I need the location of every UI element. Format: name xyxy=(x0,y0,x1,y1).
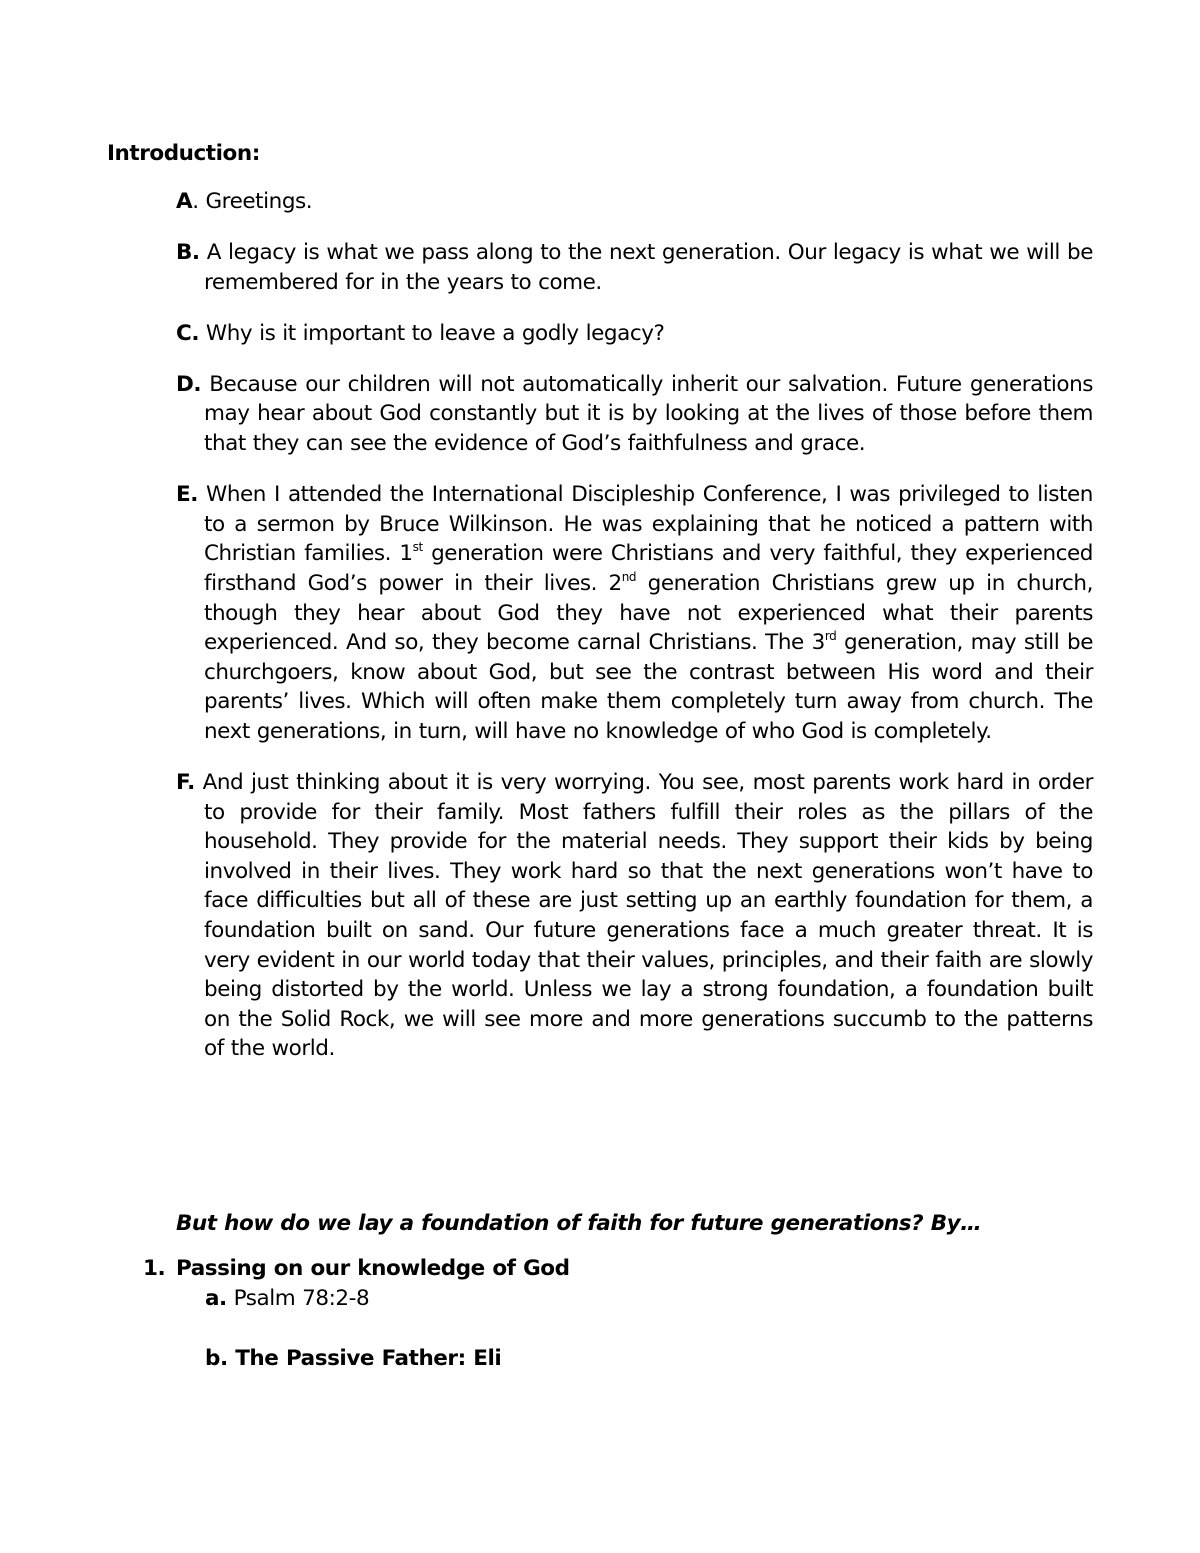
subpoint-text: Psalm 78:2-8 xyxy=(226,1286,370,1311)
intro-item-c xyxy=(176,319,1093,349)
main-point-1 xyxy=(143,1256,570,1281)
intro-item-f xyxy=(176,768,1093,1064)
item-letter: E. xyxy=(176,482,198,508)
item-letter: F. xyxy=(176,770,195,795)
item-letter: B. xyxy=(176,240,200,266)
intro-heading: Introduction: xyxy=(107,141,260,166)
intro-item-b xyxy=(176,238,1093,297)
item-text: When I attended the International Discipleship Conference, I was privileged to listen to a sermon by Bruce Wilkinson. He was explaining that he noticed a pattern with Christian families. 1 xyxy=(197,482,1093,567)
ordinal-suffix: st xyxy=(412,540,423,555)
point-number: 1. xyxy=(143,1256,166,1281)
subpoint-a xyxy=(205,1286,369,1311)
ordinal-suffix: nd xyxy=(621,569,637,584)
subpoint-letter: a. xyxy=(205,1286,227,1311)
subpoint-letter: b. xyxy=(205,1346,228,1371)
item-text: generation were Christians and very faithful, they experienced firsthand God’s power in their lives. 2 xyxy=(204,541,1093,596)
item-text: And just thinking about it is very worrying. You see, most parents work hard in order to provide for their family. Most fathers fulfill their roles as the pillars of the household. They provide for the material needs. They support their kids by being involved in their lives. They work hard so that the next generations won’t have to face difficulties but all of these are just setting up an earthly foundation for them, a foundation built on sand. Our future generations face a much greater threat. It is very evident in our world today that their values, principles, and their faith are slowly being distorted by the world. Unless we lay a strong foundation, a foundation built on the Solid Rock, we will see more and more generations succumb to the patterns of the world. xyxy=(194,770,1093,1062)
subpoint-b xyxy=(205,1346,501,1371)
item-letter: A xyxy=(176,189,193,214)
intro-item-e xyxy=(176,480,1093,746)
item-text: A legacy is what we pass along to the next generation. Our legacy is what we will be remembered for in the years to come. xyxy=(199,240,1093,295)
transition-question: But how do we lay a foundation of faith for future generations? By… xyxy=(176,1211,982,1236)
intro-items xyxy=(176,187,1093,1079)
intro-item-a xyxy=(176,187,1093,217)
item-letter: D. xyxy=(176,371,202,397)
intro-item-d xyxy=(176,370,1093,459)
item-letter: C. xyxy=(176,320,200,346)
item-text: Because our children will not automatically inherit our salvation. Future generations may hear about God constantly but it is by looking at the lives of those before them that they can see the evidence of God’s faithfulness and grace. xyxy=(201,371,1093,457)
item-text: Why is it important to leave a godly legacy? xyxy=(199,320,665,346)
subpoint-text: The Passive Father: Eli xyxy=(227,1346,502,1371)
ordinal-suffix: rd xyxy=(824,629,837,644)
point-title: Passing on our knowledge of God xyxy=(176,1256,570,1281)
item-text: generation Christians grew up in church, though they hear about God they have not experienced what their parents experienced. And so, they become carnal Christians. The 3 xyxy=(204,570,1093,656)
item-text: generation, may still be churchgoers, know about God, but see the contrast between His word and their parents’ lives. Which will often make them completely turn away from church. The next generations, in turn, will have no knowledge of who God is completely. xyxy=(204,630,1093,744)
item-text: . Greetings. xyxy=(192,189,313,214)
